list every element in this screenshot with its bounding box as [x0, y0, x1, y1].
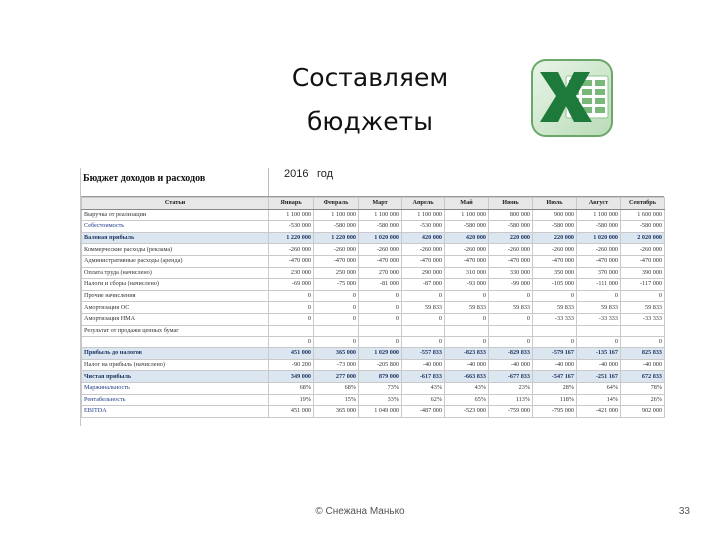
- value-cell[interactable]: 900 000: [533, 209, 577, 221]
- value-cell[interactable]: -530 000: [402, 221, 445, 233]
- value-cell[interactable]: -260 000: [489, 244, 533, 256]
- value-cell[interactable]: -580 000: [489, 221, 533, 233]
- table-row: [82, 325, 665, 337]
- value-cell[interactable]: 59 833: [402, 302, 445, 314]
- value-cell[interactable]: -487 000: [402, 406, 445, 418]
- value-cell[interactable]: 451 000: [269, 348, 314, 360]
- row-label-cell[interactable]: Административные расходы (аренда): [82, 255, 269, 267]
- row-label-cell[interactable]: Оплата труда (начислено): [82, 267, 269, 279]
- slide-title: [200, 56, 540, 144]
- value-cell[interactable]: -470 000: [359, 255, 402, 267]
- value-cell[interactable]: -580 000: [359, 221, 402, 233]
- value-cell[interactable]: -33 333: [621, 313, 665, 325]
- table-row: [82, 302, 665, 314]
- value-cell[interactable]: 0: [533, 337, 577, 348]
- value-cell[interactable]: 365 000: [314, 406, 359, 418]
- value-cell[interactable]: -470 000: [445, 255, 489, 267]
- column-header[interactable]: Статьи: [82, 198, 269, 210]
- value-cell[interactable]: -580 000: [445, 221, 489, 233]
- table-row: [82, 290, 665, 302]
- value-cell[interactable]: 0: [489, 313, 533, 325]
- sheet-header: [81, 168, 664, 197]
- value-cell[interactable]: 113%: [489, 394, 533, 406]
- column-header[interactable]: Апрель: [402, 198, 445, 210]
- value-cell[interactable]: -663 833: [445, 371, 489, 383]
- value-cell[interactable]: 365 000: [314, 348, 359, 360]
- header-divider: [268, 168, 269, 196]
- value-cell[interactable]: 1 220 000: [314, 232, 359, 244]
- value-cell[interactable]: 0: [402, 337, 445, 348]
- value-cell[interactable]: 420 000: [445, 232, 489, 244]
- value-cell[interactable]: 14%: [577, 394, 621, 406]
- table-row: [82, 279, 665, 291]
- value-cell[interactable]: 0: [577, 290, 621, 302]
- table-row: [82, 221, 665, 233]
- value-cell[interactable]: -260 000: [269, 244, 314, 256]
- value-cell[interactable]: 1 100 000: [314, 209, 359, 221]
- row-label-cell[interactable]: EBITDA: [82, 406, 269, 418]
- table-row: [82, 371, 665, 383]
- value-cell[interactable]: 62%: [402, 394, 445, 406]
- budget-table: [81, 197, 665, 418]
- value-cell[interactable]: -87 000: [402, 279, 445, 291]
- value-cell[interactable]: -580 000: [621, 221, 665, 233]
- column-header[interactable]: Март: [359, 198, 402, 210]
- table-row: [82, 359, 665, 371]
- value-cell[interactable]: 78%: [621, 382, 665, 394]
- value-cell[interactable]: -829 833: [489, 348, 533, 360]
- value-cell[interactable]: 1 100 000: [445, 209, 489, 221]
- value-cell[interactable]: 825 833: [621, 348, 665, 360]
- value-cell[interactable]: 0: [402, 290, 445, 302]
- value-cell[interactable]: 349 000: [269, 371, 314, 383]
- value-cell[interactable]: [489, 325, 533, 337]
- value-cell[interactable]: -75 000: [314, 279, 359, 291]
- table-row: [82, 382, 665, 394]
- row-label-cell[interactable]: Выручка от реализации: [82, 209, 269, 221]
- value-cell[interactable]: 0: [359, 337, 402, 348]
- value-cell[interactable]: 220 000: [533, 232, 577, 244]
- value-cell[interactable]: [402, 325, 445, 337]
- value-cell[interactable]: 370 000: [577, 267, 621, 279]
- value-cell[interactable]: 0: [621, 337, 665, 348]
- value-cell[interactable]: 310 000: [445, 267, 489, 279]
- value-cell[interactable]: 420 000: [402, 232, 445, 244]
- value-cell[interactable]: 220 000: [489, 232, 533, 244]
- value-cell[interactable]: 1 100 000: [402, 209, 445, 221]
- table-row: [82, 232, 665, 244]
- value-cell[interactable]: 330 000: [489, 267, 533, 279]
- value-cell[interactable]: 672 833: [621, 371, 665, 383]
- value-cell[interactable]: 59 833: [577, 302, 621, 314]
- value-cell[interactable]: -105 000: [533, 279, 577, 291]
- row-label-cell[interactable]: Маржинальность: [82, 382, 269, 394]
- row-label-cell[interactable]: Амортизация ОС: [82, 302, 269, 314]
- year-cell[interactable]: 2016: [284, 168, 309, 180]
- value-cell[interactable]: 68%: [269, 382, 314, 394]
- value-cell[interactable]: -470 000: [489, 255, 533, 267]
- sheet-title: Бюджет доходов и расходов: [83, 173, 206, 184]
- value-cell[interactable]: 19%: [269, 394, 314, 406]
- row-label-cell[interactable]: Прибыль до налогов: [82, 348, 269, 360]
- value-cell[interactable]: -677 833: [489, 371, 533, 383]
- value-cell[interactable]: -111 000: [577, 279, 621, 291]
- value-cell[interactable]: 118%: [533, 394, 577, 406]
- value-cell[interactable]: -260 000: [359, 244, 402, 256]
- column-header[interactable]: Июнь: [489, 198, 533, 210]
- value-cell[interactable]: 59 833: [533, 302, 577, 314]
- value-cell[interactable]: 0: [445, 290, 489, 302]
- value-cell[interactable]: -117 000: [621, 279, 665, 291]
- table-row: [82, 406, 665, 418]
- row-label-cell[interactable]: Результат от продажи ценных бумаг: [82, 325, 269, 337]
- value-cell[interactable]: -73 000: [314, 359, 359, 371]
- value-cell[interactable]: 1 029 000: [359, 348, 402, 360]
- value-cell[interactable]: 1 100 000: [359, 209, 402, 221]
- value-cell[interactable]: -579 167: [533, 348, 577, 360]
- value-cell[interactable]: -40 000: [445, 359, 489, 371]
- value-cell[interactable]: 0: [359, 302, 402, 314]
- value-cell[interactable]: 68%: [314, 382, 359, 394]
- value-cell[interactable]: [621, 325, 665, 337]
- value-cell[interactable]: 1 100 000: [269, 209, 314, 221]
- budget-sheet: [80, 168, 664, 426]
- value-cell[interactable]: -99 000: [489, 279, 533, 291]
- value-cell[interactable]: -421 000: [577, 406, 621, 418]
- value-cell[interactable]: 879 000: [359, 371, 402, 383]
- value-cell[interactable]: 0: [489, 337, 533, 348]
- value-cell[interactable]: -33 333: [577, 313, 621, 325]
- value-cell[interactable]: [269, 325, 314, 337]
- column-header[interactable]: Май: [445, 198, 489, 210]
- value-cell[interactable]: 1 220 000: [269, 232, 314, 244]
- row-label-cell[interactable]: Чистая прибыль: [82, 371, 269, 383]
- value-cell[interactable]: -823 833: [445, 348, 489, 360]
- value-cell[interactable]: 1 020 000: [577, 232, 621, 244]
- value-cell[interactable]: -470 000: [269, 255, 314, 267]
- value-cell[interactable]: 59 833: [621, 302, 665, 314]
- value-cell[interactable]: 0: [445, 337, 489, 348]
- value-cell[interactable]: -260 000: [402, 244, 445, 256]
- column-header[interactable]: Февраль: [314, 198, 359, 210]
- value-cell[interactable]: -260 000: [445, 244, 489, 256]
- value-cell[interactable]: 1 049 000: [359, 406, 402, 418]
- value-cell[interactable]: [359, 325, 402, 337]
- value-cell[interactable]: 350 000: [533, 267, 577, 279]
- slide-title-line2: бюджеты: [307, 107, 433, 136]
- value-cell[interactable]: 0: [445, 313, 489, 325]
- column-header[interactable]: Сентябрь: [621, 198, 665, 210]
- value-cell[interactable]: [533, 325, 577, 337]
- value-cell[interactable]: -260 000: [621, 244, 665, 256]
- value-cell[interactable]: -40 000: [489, 359, 533, 371]
- value-cell[interactable]: [577, 325, 621, 337]
- value-cell[interactable]: 0: [269, 302, 314, 314]
- row-label-cell[interactable]: Налог на прибыль (начислено): [82, 359, 269, 371]
- value-cell[interactable]: 0: [314, 290, 359, 302]
- value-cell[interactable]: -470 000: [533, 255, 577, 267]
- value-cell[interactable]: 28%: [533, 382, 577, 394]
- value-cell[interactable]: 0: [269, 313, 314, 325]
- column-header[interactable]: Август: [577, 198, 621, 210]
- column-header[interactable]: Июль: [533, 198, 577, 210]
- value-cell[interactable]: 33%: [359, 394, 402, 406]
- value-cell[interactable]: 230 000: [269, 267, 314, 279]
- value-cell[interactable]: 0: [269, 337, 314, 348]
- value-cell[interactable]: 902 000: [621, 406, 665, 418]
- value-cell[interactable]: 0: [577, 337, 621, 348]
- value-cell[interactable]: 0: [269, 290, 314, 302]
- value-cell[interactable]: -523 000: [445, 406, 489, 418]
- value-cell[interactable]: 270 000: [359, 267, 402, 279]
- value-cell[interactable]: 59 833: [445, 302, 489, 314]
- value-cell[interactable]: -40 000: [577, 359, 621, 371]
- value-cell[interactable]: 0: [402, 313, 445, 325]
- value-cell[interactable]: 0: [359, 290, 402, 302]
- value-cell[interactable]: -617 833: [402, 371, 445, 383]
- value-cell[interactable]: -795 000: [533, 406, 577, 418]
- value-cell[interactable]: -547 167: [533, 371, 577, 383]
- value-cell[interactable]: -69 000: [269, 279, 314, 291]
- value-cell[interactable]: 0: [621, 290, 665, 302]
- table-row: [82, 337, 665, 348]
- value-cell[interactable]: -205 800: [359, 359, 402, 371]
- value-cell[interactable]: -40 000: [621, 359, 665, 371]
- row-label-cell[interactable]: Рентабельность: [82, 394, 269, 406]
- value-cell[interactable]: -81 000: [359, 279, 402, 291]
- table-row: [82, 255, 665, 267]
- table-row: [82, 244, 665, 256]
- slide-title-line1: Составляем: [291, 63, 449, 92]
- value-cell[interactable]: 0: [533, 290, 577, 302]
- value-cell[interactable]: -470 000: [314, 255, 359, 267]
- value-cell[interactable]: 0: [489, 290, 533, 302]
- value-cell[interactable]: 390 000: [621, 267, 665, 279]
- value-cell[interactable]: 290 000: [402, 267, 445, 279]
- value-cell[interactable]: -470 000: [402, 255, 445, 267]
- value-cell[interactable]: 15%: [314, 394, 359, 406]
- value-cell[interactable]: 65%: [445, 394, 489, 406]
- table-body: [82, 209, 665, 417]
- column-header[interactable]: Январь: [269, 198, 314, 210]
- value-cell[interactable]: 277 000: [314, 371, 359, 383]
- value-cell[interactable]: -93 000: [445, 279, 489, 291]
- value-cell[interactable]: -470 000: [577, 255, 621, 267]
- value-cell[interactable]: -260 000: [533, 244, 577, 256]
- row-label-cell[interactable]: Коммерческие расходы (реклама): [82, 244, 269, 256]
- header-row: [82, 198, 665, 210]
- table-row: [82, 313, 665, 325]
- row-label-cell[interactable]: Прочие начисления: [82, 290, 269, 302]
- table-row: [82, 394, 665, 406]
- page-number: 33: [678, 506, 690, 517]
- value-cell[interactable]: -90 200: [269, 359, 314, 371]
- year-label: год: [317, 168, 334, 180]
- row-label-cell[interactable]: Налоги и сборы (начислено): [82, 279, 269, 291]
- value-cell[interactable]: 26%: [621, 394, 665, 406]
- row-label-cell[interactable]: Амортизация НМА: [82, 313, 269, 325]
- footer-copyright: © Снежана Манько: [315, 506, 405, 517]
- value-cell[interactable]: 1 020 000: [359, 232, 402, 244]
- value-cell[interactable]: 64%: [577, 382, 621, 394]
- value-cell[interactable]: 1 100 000: [577, 209, 621, 221]
- value-cell[interactable]: 43%: [445, 382, 489, 394]
- value-cell[interactable]: -135 167: [577, 348, 621, 360]
- value-cell[interactable]: 0: [314, 302, 359, 314]
- table-row: [82, 348, 665, 360]
- value-cell[interactable]: -251 167: [577, 371, 621, 383]
- value-cell[interactable]: 0: [314, 337, 359, 348]
- value-cell[interactable]: 800 000: [489, 209, 533, 221]
- row-label-cell[interactable]: Валовая прибыль: [82, 232, 269, 244]
- value-cell[interactable]: 59 833: [489, 302, 533, 314]
- value-cell[interactable]: 1 600 000: [621, 209, 665, 221]
- table-row: [82, 267, 665, 279]
- table-row: [82, 209, 665, 221]
- value-cell[interactable]: [314, 325, 359, 337]
- value-cell[interactable]: 250 000: [314, 267, 359, 279]
- value-cell[interactable]: -557 833: [402, 348, 445, 360]
- value-cell[interactable]: 0: [314, 313, 359, 325]
- value-cell[interactable]: -759 000: [489, 406, 533, 418]
- value-cell[interactable]: -580 000: [577, 221, 621, 233]
- value-cell[interactable]: -40 000: [402, 359, 445, 371]
- value-cell[interactable]: -33 333: [533, 313, 577, 325]
- value-cell[interactable]: -580 000: [314, 221, 359, 233]
- value-cell[interactable]: -260 000: [577, 244, 621, 256]
- value-cell[interactable]: -530 000: [269, 221, 314, 233]
- value-cell[interactable]: 0: [359, 313, 402, 325]
- value-cell[interactable]: -470 000: [621, 255, 665, 267]
- value-cell[interactable]: 451 000: [269, 406, 314, 418]
- row-label-cell[interactable]: Себестоимость: [82, 221, 269, 233]
- value-cell[interactable]: 2 020 000: [621, 232, 665, 244]
- value-cell[interactable]: 73%: [359, 382, 402, 394]
- value-cell[interactable]: -260 000: [314, 244, 359, 256]
- value-cell[interactable]: 23%: [489, 382, 533, 394]
- value-cell[interactable]: [445, 325, 489, 337]
- row-label-cell[interactable]: [82, 337, 269, 348]
- value-cell[interactable]: -40 000: [533, 359, 577, 371]
- value-cell[interactable]: -580 000: [533, 221, 577, 233]
- excel-logo-icon: [522, 52, 618, 144]
- value-cell[interactable]: 43%: [402, 382, 445, 394]
